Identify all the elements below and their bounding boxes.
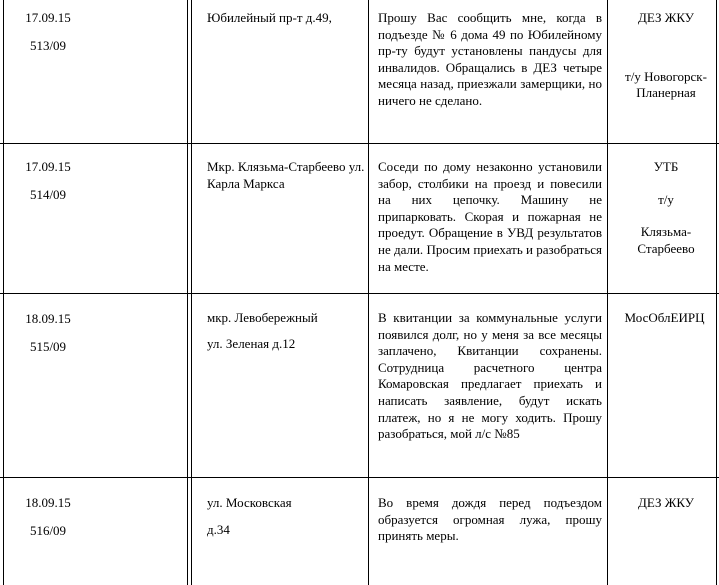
org-cell bbox=[613, 10, 719, 102]
request-number: 515/09 bbox=[29, 338, 67, 354]
table-row bbox=[0, 144, 719, 293]
org-line: ДЕЗ ЖКУ bbox=[638, 495, 694, 510]
request-date: 17.09.15 bbox=[25, 10, 71, 25]
request-number: 514/09 bbox=[29, 186, 67, 202]
address-cell bbox=[207, 310, 367, 352]
address-line: ул. Московская bbox=[207, 495, 292, 510]
request-date: 18.09.15 bbox=[25, 311, 71, 326]
request-text: В квитанции за коммунальные услуги появился долг, но у меня за все месяцы заплачено, Квитанции сохранены. Сотрудница расчетного центра Комаровская предлагает приехать и написать заявление, будут искать платеж, но я не могу ходить. Прошу разобраться, мой л/с №85 bbox=[378, 310, 602, 442]
org-line: МосОблЕИРЦ bbox=[624, 310, 705, 325]
date-cell bbox=[0, 294, 96, 355]
request-number: 516/09 bbox=[29, 522, 67, 538]
date-cell bbox=[0, 0, 96, 54]
address-line: Мкр. Клязьма-Старбеево ул. Карла Маркса bbox=[207, 159, 365, 191]
address-line: д.34 bbox=[207, 521, 230, 537]
request-text: Прошу Вас сообщить мне, когда в подъезде № 6 дома 49 по Юбилейному пр-ту будут установлены пандусы для инвалидов. Обращались в ДЕЗ четыре месяца назад, приезжали замерщики, но ничего не сделано. bbox=[378, 10, 602, 108]
org-line: т/у bbox=[658, 191, 674, 207]
address-line: мкр. Левобережный bbox=[207, 310, 318, 325]
org-line: Клязьма-Старбеево bbox=[637, 224, 695, 256]
address-cell bbox=[207, 10, 367, 27]
request-text: Соседи по дому незаконно установили забор, столбики на проезд и повесили на них цепочку. Машину не припарковать. Скорая и пожарная не проедут. Обращение в УВД результатов не дали. Просим приехать и разобраться на месте. bbox=[378, 159, 602, 274]
org-line: т/у Новогорск-Планерная bbox=[625, 68, 707, 101]
address-cell bbox=[207, 495, 367, 538]
org-line: ДЕЗ ЖКУ bbox=[638, 10, 694, 25]
org-line: УТБ bbox=[653, 159, 679, 174]
table-row bbox=[0, 0, 719, 143]
date-cell bbox=[0, 144, 96, 203]
request-text: Во время дождя перед подъездом образуется огромная лужа, прошу принять меры. bbox=[378, 495, 602, 544]
request-date: 18.09.15 bbox=[25, 495, 71, 510]
org-cell bbox=[613, 159, 719, 257]
address-line: Юбилейный пр-т д.49, bbox=[207, 10, 332, 25]
address-line: ул. Зеленая д.12 bbox=[207, 335, 296, 351]
request-number: 513/09 bbox=[29, 37, 67, 53]
table-row bbox=[0, 478, 719, 585]
org-cell bbox=[613, 495, 719, 512]
table-row bbox=[0, 294, 719, 477]
date-cell bbox=[0, 478, 96, 539]
request-date: 17.09.15 bbox=[25, 159, 71, 174]
address-cell bbox=[207, 159, 367, 192]
org-cell bbox=[610, 310, 719, 327]
